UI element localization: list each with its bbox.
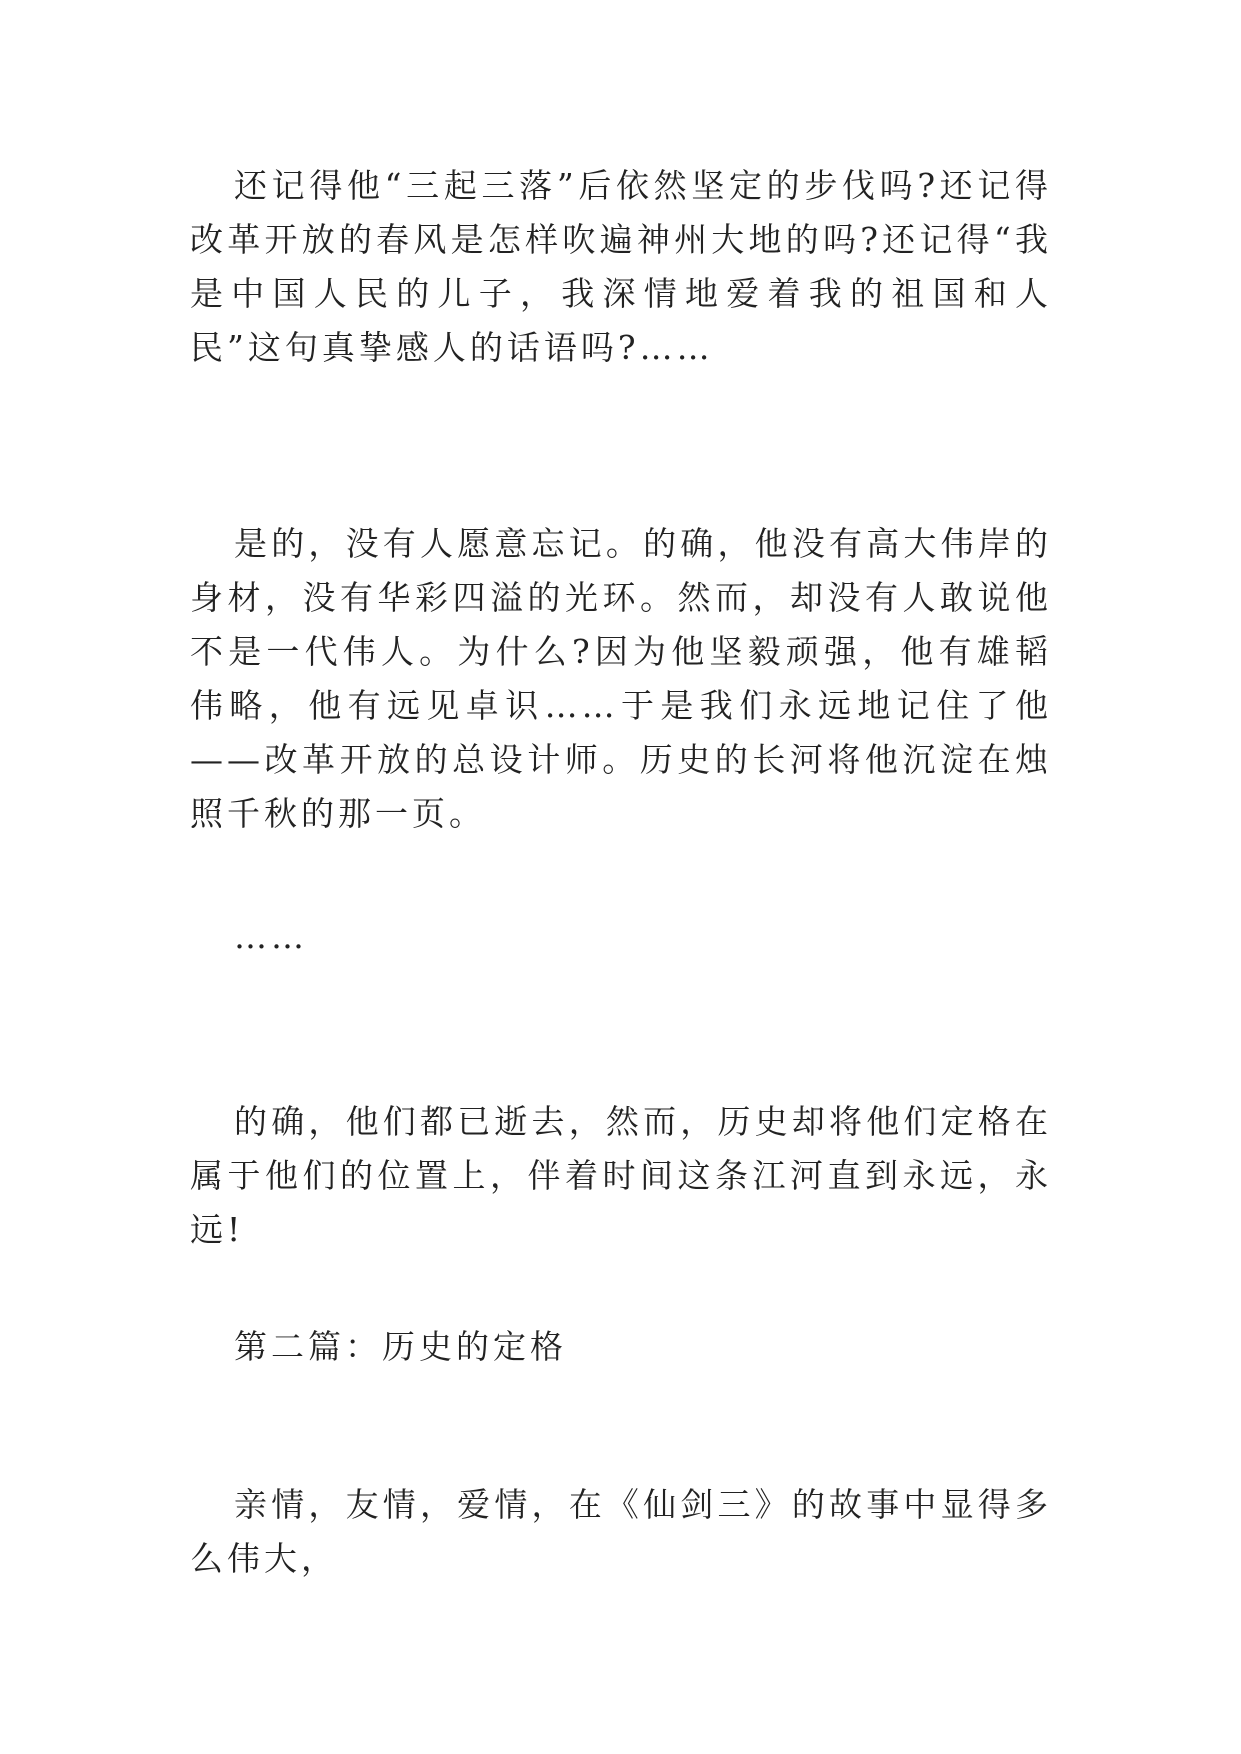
- section-heading: 第二篇：历史的定格: [234, 1327, 567, 1366]
- paragraph-xianjian: 亲情，友情，爱情，在《仙剑三》的故事中显得多么伟大，: [190, 1485, 1052, 1578]
- paragraph-conclusion: 的确，他们都已逝去，然而，历史却将他们定格在属于他们的位置上，伴着时间这条江河直到永远，永远!: [190, 1102, 1052, 1249]
- paragraph-great-man: 是的，没有人愿意忘记。的确，他没有高大伟岸的身材，没有华彩四溢的光环。然而，却没有人敢说他不是一代伟人。为什么?因为他坚毅顽强，他有雄韬伟略，他有远见卓识……于是我们永远地记住了他——改革开放的总设计师。历史的长河将他沉淀在烛照千秋的那一页。: [190, 524, 1052, 833]
- paragraph-ellipsis: ……: [234, 917, 308, 956]
- paragraph-recollection: 还记得他“三起三落”后依然坚定的步伐吗?还记得改革开放的春风是怎样吹遍神州大地的吗?还记得“我是中国人民的儿子，我深情地爱着我的祖国和人民”这句真挚感人的话语吗?……: [190, 166, 1052, 367]
